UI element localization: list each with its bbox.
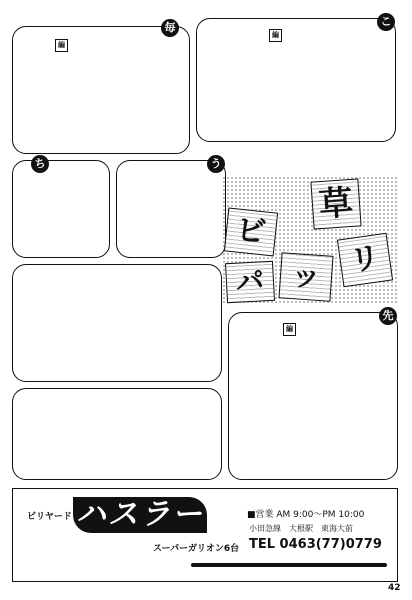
ad-subtitle: スーパーガリオン6台 bbox=[153, 544, 240, 554]
editor-reply bbox=[235, 339, 281, 475]
letter-tag: 毎 bbox=[161, 19, 179, 37]
letter-text bbox=[21, 397, 217, 475]
ad-billiard-label: ビリヤード bbox=[27, 512, 72, 522]
letter-text bbox=[83, 39, 179, 147]
letter-signature bbox=[69, 39, 81, 147]
letter-tag: 先 bbox=[379, 307, 397, 325]
letter-box-chi bbox=[12, 157, 110, 258]
title-plank-3 bbox=[337, 233, 393, 287]
page-number: 42 bbox=[388, 583, 401, 593]
letter-box-mai bbox=[12, 21, 190, 154]
letter-signature bbox=[281, 29, 293, 135]
letter-box-bi bbox=[12, 264, 222, 382]
editor-reply bbox=[19, 55, 53, 147]
title-char-4: ッ bbox=[289, 257, 323, 296]
ad-train-lines: 小田急線 大根駅 東海大前 bbox=[249, 524, 353, 533]
letter-box-bottom-left bbox=[12, 388, 222, 480]
title-block bbox=[222, 176, 398, 304]
title-char-5: パ bbox=[235, 264, 265, 299]
editor-mark: 編 bbox=[283, 323, 296, 336]
editor-mark: 編 bbox=[269, 29, 282, 42]
letter-text bbox=[123, 173, 221, 253]
letter-text-continued bbox=[300, 150, 396, 176]
letter-signature bbox=[21, 273, 33, 377]
title-plank-5 bbox=[225, 261, 275, 303]
editor-mark: 編 bbox=[55, 39, 68, 52]
billiard-hall-ad bbox=[12, 488, 398, 582]
title-char-1: 草 bbox=[317, 182, 355, 226]
letter-text bbox=[37, 273, 217, 377]
letter-tag: ち bbox=[31, 155, 49, 173]
ad-telephone: TEL 0463(77)0779 bbox=[249, 537, 382, 552]
letter-box-u bbox=[116, 157, 226, 258]
ad-hours: ■営業 AM 9:00〜PM 10:00 bbox=[247, 510, 365, 520]
letter-tag: こ bbox=[377, 13, 395, 31]
title-char-2: ビ bbox=[234, 212, 268, 251]
letter-tag: う bbox=[207, 155, 225, 173]
title-char-3: リ bbox=[347, 240, 383, 279]
letter-text bbox=[21, 175, 103, 253]
title-plank-4 bbox=[278, 252, 333, 302]
letter-box-saki bbox=[228, 309, 398, 480]
letter-text bbox=[311, 323, 393, 475]
title-plank-1 bbox=[310, 178, 361, 229]
letter-signature bbox=[297, 323, 309, 475]
title-plank-2 bbox=[224, 208, 278, 257]
letter-text bbox=[295, 29, 389, 135]
cue-stick-icon bbox=[191, 563, 387, 567]
editor-reply bbox=[205, 45, 279, 135]
ad-logo: ハスラー bbox=[73, 497, 207, 533]
letter-box-ko bbox=[196, 15, 396, 142]
